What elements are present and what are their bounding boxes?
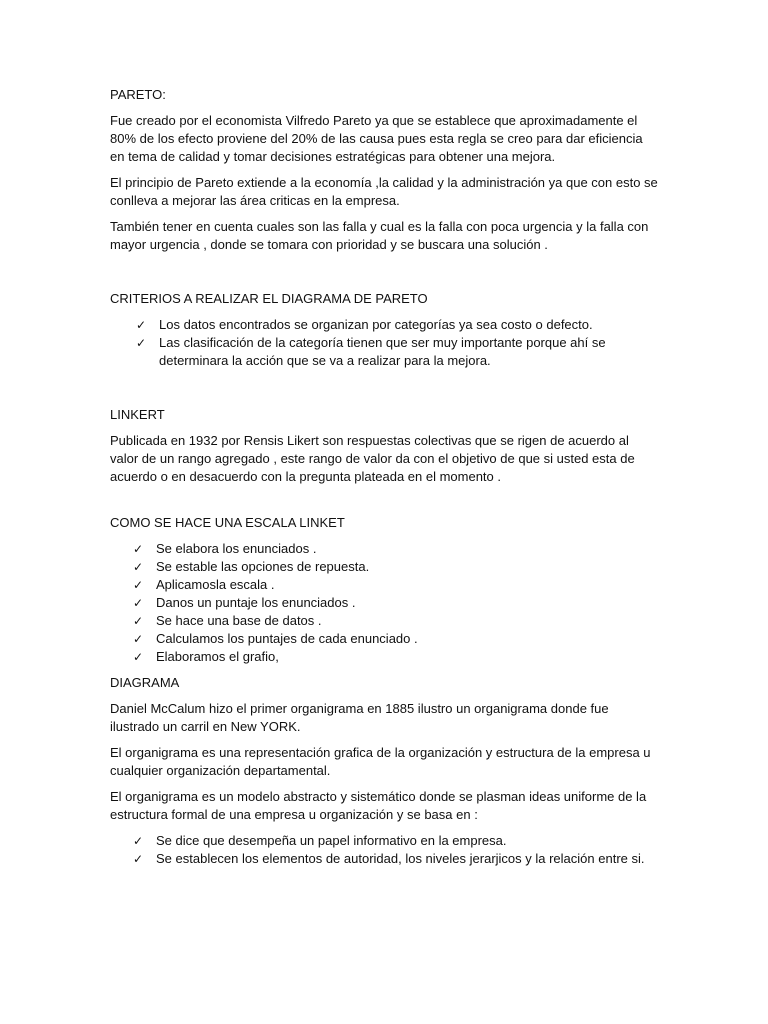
check-icon: ✓ — [133, 578, 144, 592]
check-icon: ✓ — [133, 542, 144, 556]
list-item — [110, 594, 660, 612]
list-item-text: Se estable las opciones de repuesta. — [156, 559, 370, 574]
section-heading-pareto: PARETO: — [110, 87, 166, 102]
list-item-text: Elaboramos el grafio, — [156, 649, 279, 664]
check-icon: ✓ — [133, 650, 144, 664]
list-item — [110, 612, 660, 630]
list-item — [110, 558, 660, 576]
list-item-text: Se elabora los enunciados . — [156, 541, 317, 556]
list-item-text: Los datos encontrados se organizan por categorías ya sea costo o defecto. — [159, 317, 593, 332]
list-item-text: Danos un puntaje los enunciados . — [156, 595, 356, 610]
paragraph: El principio de Pareto extiende a la economía ,la calidad y la administración ya que con esto se conlleva a mejorar las área criticas en la empresa. — [110, 175, 658, 208]
list-item — [110, 316, 660, 334]
check-icon: ✓ — [133, 632, 144, 646]
spacer — [110, 378, 660, 406]
check-list-diagrama — [110, 832, 660, 868]
list-item-text: Se dice que desempeña un papel informativo en la empresa. — [156, 833, 507, 848]
section-heading-escala: COMO SE HACE UNA ESCALA LINKET — [110, 515, 345, 530]
list-item — [110, 334, 660, 370]
check-icon: ✓ — [133, 852, 144, 866]
check-list-escala — [110, 540, 660, 666]
paragraph: También tener en cuenta cuales son las falla y cual es la falla con poca urgencia y la falla con mayor urgencia , donde se tomara con prioridad y se buscara una solución . — [110, 219, 649, 252]
list-item — [110, 576, 660, 594]
list-item-text: Se hace una base de datos . — [156, 613, 322, 628]
section-heading-criterios: CRITERIOS A REALIZAR EL DIAGRAMA DE PARETO — [110, 291, 428, 306]
paragraph: Daniel McCalum hizo el primer organigrama en 1885 ilustro un organigrama donde fue ilustrado un carril en New YORK. — [110, 701, 609, 734]
list-item-text: Se establecen los elementos de autoridad, los niveles jerarjicos y la relación entre si. — [156, 851, 645, 866]
paragraph: El organigrama es una representación grafica de la organización y estructura de la empresa u cualquier organización departamental. — [110, 745, 651, 778]
list-item — [110, 648, 660, 666]
spacer — [110, 494, 660, 514]
check-icon: ✓ — [136, 318, 147, 332]
list-item — [110, 832, 660, 850]
check-icon: ✓ — [136, 336, 147, 350]
check-icon: ✓ — [133, 834, 144, 848]
list-item-text: Aplicamosla escala . — [156, 577, 275, 592]
list-item — [110, 540, 660, 558]
paragraph: Fue creado por el economista Vilfredo Pareto ya que se establece que aproximadamente el 80% de los efecto proviene del 20% de las causa pues esta regla se creo para dar eficiencia en tema de calidad y tomar decisiones estratégicas para obtener una mejora. — [110, 113, 643, 164]
check-icon: ✓ — [133, 596, 144, 610]
document-body — [110, 86, 660, 876]
paragraph: Publicada en 1932 por Rensis Likert son respuestas colectivas que se rigen de acuerdo al valor de un rango agregado , este rango de valor da con el objetivo de que si usted esta de acuerdo o en desacuerdo con la pregunta plateada en el momento . — [110, 433, 635, 484]
paragraph: El organigrama es un modelo abstracto y sistemático donde se plasman ideas uniforme de la estructura formal de una empresa u organización y se basa en : — [110, 789, 647, 822]
list-item — [110, 630, 660, 648]
list-item — [110, 850, 660, 868]
section-heading-diagrama: DIAGRAMA — [110, 675, 180, 690]
list-item-text: Las clasificación de la categoría tienen que ser muy importante porque ahí se determinara la acción que se va a realizar para la mejora. — [159, 335, 606, 368]
check-icon: ✓ — [133, 614, 144, 628]
section-heading-linkert: LINKERT — [110, 407, 165, 422]
list-item-text: Calculamos los puntajes de cada enunciado . — [156, 631, 418, 646]
spacer — [110, 262, 660, 290]
check-icon: ✓ — [133, 560, 144, 574]
check-list-criterios — [110, 316, 660, 370]
